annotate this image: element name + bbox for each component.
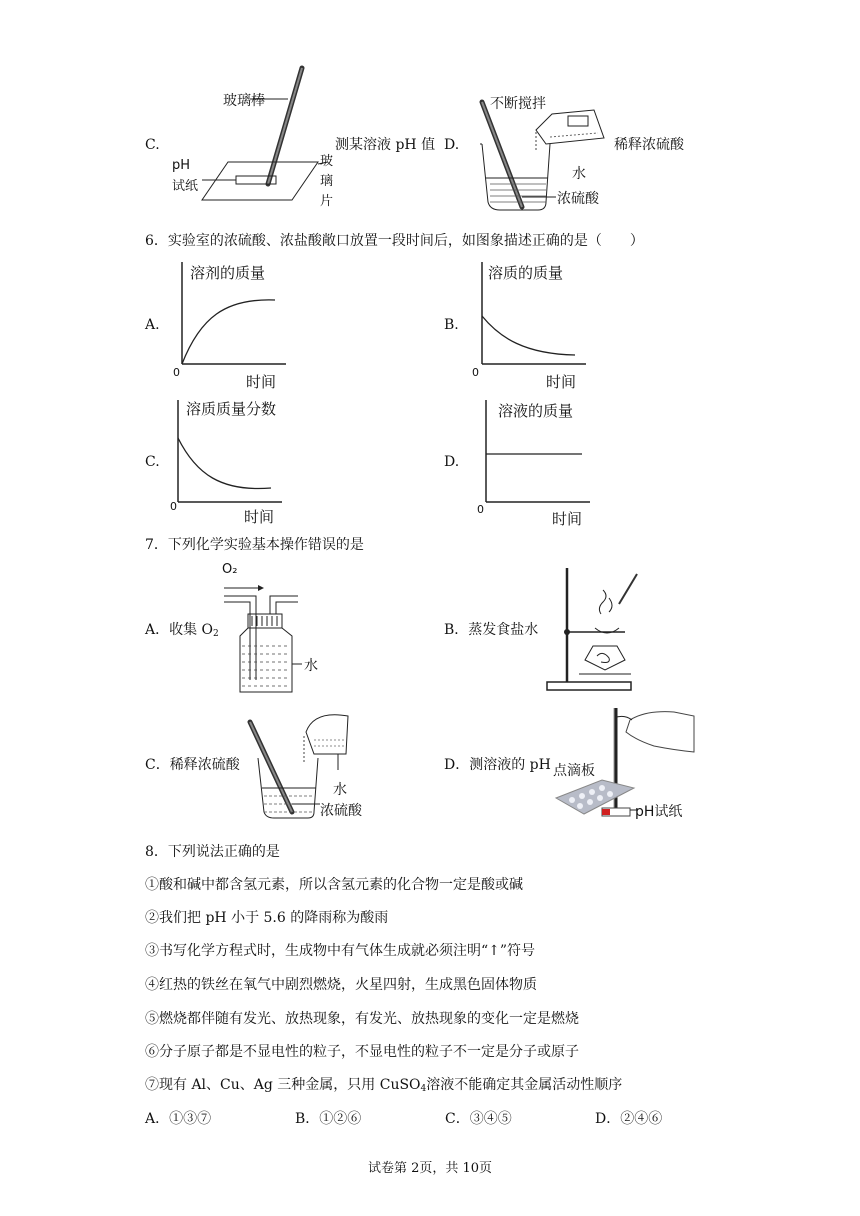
label-glass-1: 玻	[320, 154, 334, 169]
graph-b-xlabel: 时间	[546, 373, 577, 391]
q7-option-b: B．蒸发食盐水	[444, 622, 539, 638]
graph-c-origin: 0	[170, 500, 177, 513]
label-ph: pH	[172, 158, 191, 173]
q7-option-d: D．测溶液的 pH	[444, 757, 551, 773]
q6-option-d-letter: D.	[444, 454, 460, 470]
graph-a-ylabel: 溶剂的质量	[190, 264, 266, 282]
q8-option-a: A．①③⑦	[145, 1111, 212, 1127]
q8-statement-5: ⑤燃烧都伴随有发光、放热现象，有发光、放热现象的变化一定是燃烧	[145, 1011, 579, 1027]
label-glass-3: 片	[320, 194, 334, 209]
page-footer: 试卷第 2页，共 10页	[367, 1161, 493, 1176]
q8-statement-1: ①酸和碱中都含氢元素，所以含氢元素的化合物一定是酸或碱	[145, 877, 523, 893]
q6-stem: 6．实验室的浓硫酸、浓盐酸敞口放置一段时间后，如图象描述正确的是（ ）	[145, 233, 644, 249]
q8-statement-3: ③书写化学方程式时，生成物中有气体生成就必须注明“↑”符号	[145, 943, 536, 959]
evaporation-illustration	[545, 564, 645, 694]
label-glass-rod: 玻璃棒	[223, 93, 265, 109]
graph-c-ylabel: 溶质质量分数	[186, 400, 277, 418]
q5-option-c-letter: C.	[145, 137, 160, 153]
graph-a-xlabel: 时间	[246, 373, 277, 391]
label-ph-paper: pH试纸	[635, 804, 683, 820]
q8-statement-4: ④红热的铁丝在氧气中剧烈燃烧，火星四射，生成黑色固体物质	[145, 977, 537, 993]
q8-option-c: C．③④⑤	[445, 1111, 512, 1127]
label-water-c: 水	[333, 782, 347, 798]
q5-option-c-caption: 测某溶液 pH 值	[335, 137, 436, 153]
label-o2: O₂	[222, 562, 238, 577]
q8-stem: 8．下列说法正确的是	[145, 844, 280, 860]
gas-collection-illustration	[222, 580, 332, 696]
q7-option-a: A．收集 $O_2$	[145, 622, 219, 639]
graph-a-origin: 0	[173, 366, 180, 379]
graph-c-xlabel: 时间	[244, 508, 275, 526]
label-water-a: 水	[304, 658, 318, 674]
graph-d-ylabel: 溶液的质量	[498, 402, 574, 420]
q8-statement-7: ⑦现有 Al、Cu、Ag 三种金属，只用 CuSO$_4$溶液不能确定其金属活动性顺序	[145, 1077, 623, 1094]
label-conc-acid-c: 浓硫酸	[320, 803, 362, 819]
label-test-paper: 试纸	[172, 179, 199, 194]
q8-statement-2: ②我们把 pH 小于 5.6 的降雨称为酸雨	[145, 910, 389, 926]
q7-option-c: C．稀释浓硫酸	[145, 757, 240, 773]
graph-d-xlabel: 时间	[552, 510, 583, 528]
q7-stem: 7．下列化学实验基本操作错误的是	[145, 537, 364, 553]
q5-option-d-caption: 稀释浓硫酸	[614, 137, 684, 153]
label-glass-2: 璃	[320, 174, 334, 189]
graph-b-ylabel: 溶质的质量	[488, 264, 564, 282]
q6-option-a-letter: A.	[145, 317, 160, 333]
label-spot-plate: 点滴板	[553, 763, 595, 779]
graph-b-origin: 0	[472, 366, 479, 379]
label-water-d: 水	[572, 166, 586, 182]
q6-option-b-letter: B.	[444, 317, 459, 333]
graph-d-origin: 0	[477, 503, 484, 516]
q8-option-b: B．①②⑥	[295, 1111, 362, 1127]
q6-option-c-letter: C.	[145, 454, 160, 470]
label-conc-acid-d: 浓硫酸	[557, 191, 599, 207]
q5-option-d-letter: D.	[444, 137, 460, 153]
q8-option-d: D．②④⑥	[595, 1111, 663, 1127]
label-stir: 不断搅拌	[490, 96, 546, 112]
q8-statement-6: ⑥分子原子都是不显电性的粒子，不显电性的粒子不一定是分子或原子	[145, 1044, 579, 1060]
